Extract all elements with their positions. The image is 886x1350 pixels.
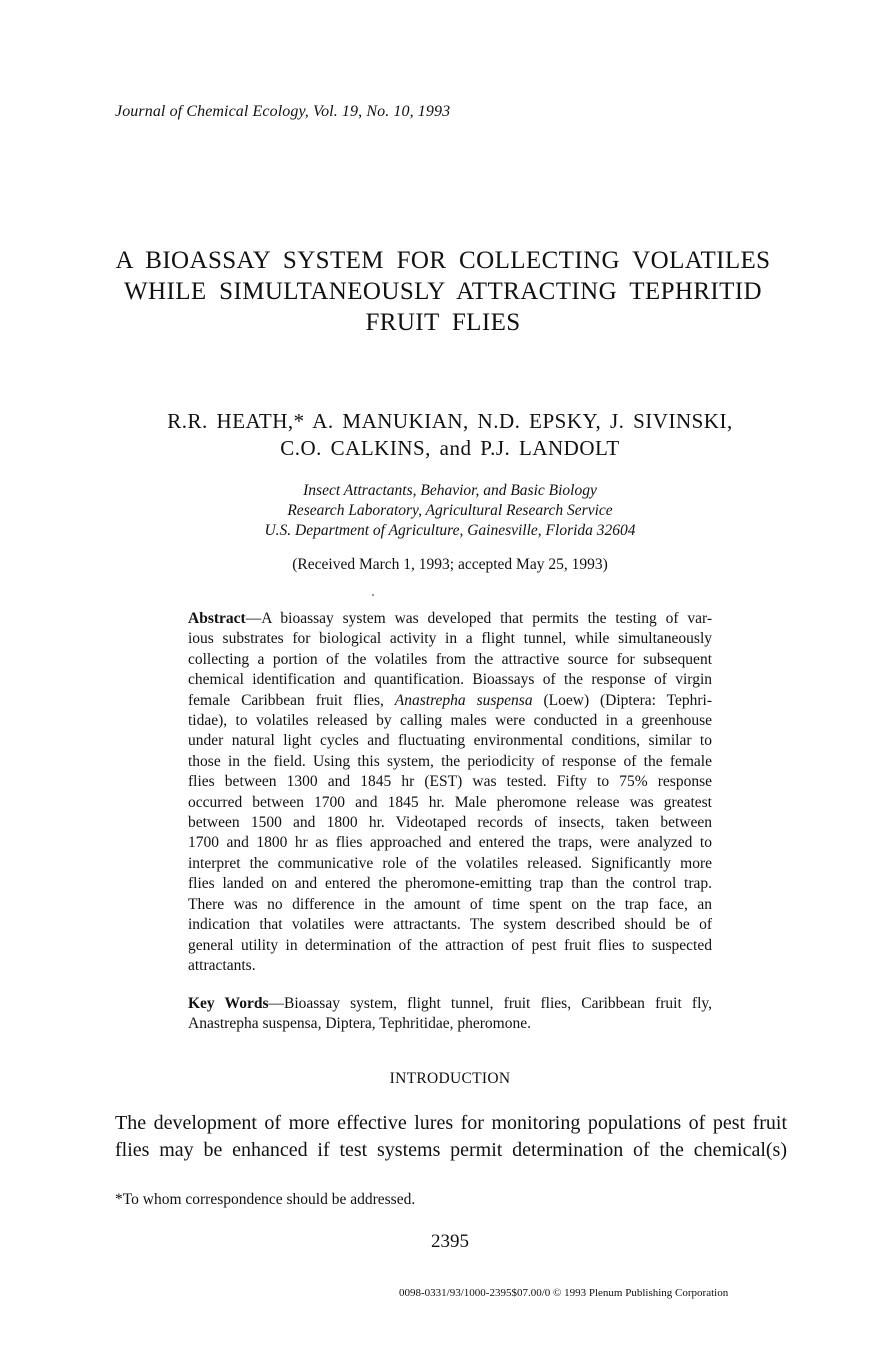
abstract-line — [188, 609, 712, 629]
abstract-line: under natural light cycles and fluctuating environmental conditions, similar to — [188, 732, 712, 750]
species-name: Anastrepha suspensa — [394, 691, 533, 709]
abstract-line: those in the field. Using this system, the periodicity of response of the female — [188, 752, 712, 770]
affiliation-line: Insect Attractants, Behavior, and Basic Biology — [303, 482, 597, 499]
abstract-label: Abstract — [188, 610, 246, 627]
title-line: WHILE SIMULTANEOUSLY ATTRACTING TEPHRITID — [124, 278, 762, 305]
keywords-line — [188, 994, 712, 1014]
author-line: R.R. HEATH,* A. MANUKIAN, N.D. EPSKY, J. SIVINSKI, — [167, 409, 733, 433]
received-dates: (Received March 1, 1993; accepted May 25, 1993) — [292, 556, 608, 573]
author-list — [0, 408, 886, 462]
abstract-line: There was no difference in the amount of time spent on the trap face, an — [188, 895, 712, 913]
keywords-text: —Bioassay system, flight tunnel, fruit flies, Caribbean fruit fly, — [268, 995, 712, 1012]
keywords-block — [188, 994, 712, 1035]
scan-speck — [372, 594, 374, 596]
abstract-line: attractants. — [188, 956, 256, 974]
abstract-text: (Loew) (Diptera: Tephri- — [532, 691, 713, 709]
abstract-line: flies between 1300 and 1845 hr (EST) was tested. Fifty to 75% response — [188, 773, 712, 791]
footnote: *To whom correspondence should be addressed. — [115, 1191, 416, 1208]
intro-line: The development of more effective lures for monitoring populations of pest fruit — [115, 1112, 787, 1134]
abstract-line: indication that volatiles were attractants. The system described should be of — [188, 916, 712, 934]
paper-title — [0, 245, 886, 338]
abstract-line: interpret the communicative role of the volatiles released. Significantly more — [188, 854, 712, 872]
abstract-text: —A bioassay system was developed that permits the testing of var- — [245, 610, 712, 627]
abstract-line — [188, 691, 712, 711]
abstract-block — [188, 609, 712, 976]
title-line: FRUIT FLIES — [365, 309, 521, 336]
abstract-line: tidae), to volatiles released by calling males were conducted in a greenhouse — [188, 712, 712, 730]
keywords-label: Key Words — [188, 995, 269, 1012]
author-line: C.O. CALKINS, and P.J. LANDOLT — [280, 436, 620, 460]
abstract-line: 1700 and 1800 hr as flies approached and entered the traps, were analyzed to — [188, 834, 712, 852]
section-heading: INTRODUCTION — [389, 1070, 511, 1087]
abstract-line: flies landed on and entered the pheromone-emitting trap than the control trap. — [188, 875, 712, 893]
intro-paragraph — [115, 1110, 787, 1164]
abstract-line: general utility in determination of the attraction of pest fruit flies to suspected — [188, 936, 712, 954]
page-number: 2395 — [431, 1231, 469, 1252]
intro-line: flies may be enhanced if test systems permit determination of the chemical(s) — [115, 1139, 787, 1161]
abstract-line: collecting a portion of the volatiles from the attractive source for subsequent — [188, 650, 712, 668]
keywords-line: Anastrepha suspensa, Diptera, Tephritidae, pheromone. — [188, 1015, 531, 1033]
affiliation-line: Research Laboratory, Agricultural Research Service — [287, 502, 613, 519]
abstract-line: between 1500 and 1800 hr. Videotaped records of insects, taken between — [188, 814, 712, 832]
abstract-line: occurred between 1700 and 1845 hr. Male pheromone release was greatest — [188, 793, 712, 811]
abstract-line: chemical identification and quantification. Bioassays of the response of virgin — [188, 671, 712, 689]
affiliation — [0, 481, 886, 541]
abstract-text: female Caribbean fruit flies, — [188, 691, 395, 709]
copyright-line: 0098-0331/93/1000-2395$07.00/0 © 1993 Plenum Publishing Corporation — [399, 1287, 729, 1299]
abstract-line: ious substrates for biological activity in a flight tunnel, while simultaneously — [188, 630, 712, 648]
affiliation-line: U.S. Department of Agriculture, Gainesville, Florida 32604 — [264, 522, 636, 539]
journal-citation: Journal of Chemical Ecology, Vol. 19, No. 10, 1993 — [115, 103, 451, 120]
title-line: A BIOASSAY SYSTEM FOR COLLECTING VOLATILES — [115, 247, 771, 274]
